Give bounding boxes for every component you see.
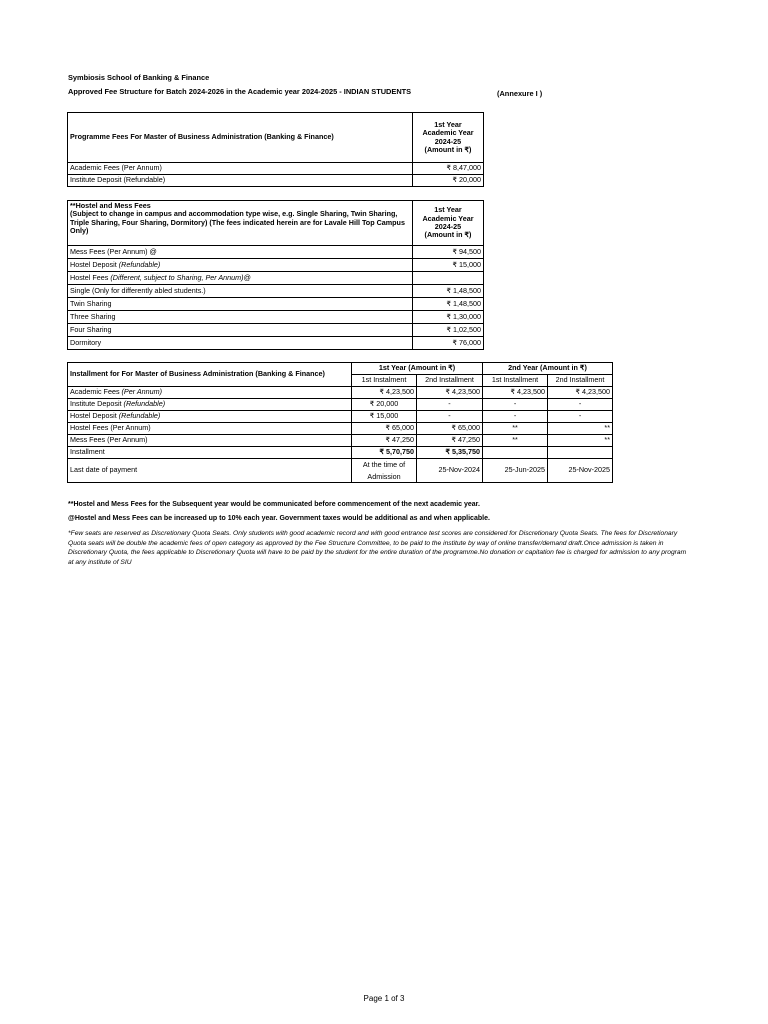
note-subsequent-year: **Hostel and Mess Fees for the Subsequent year would be communicated before commencement of the next academic year. — [68, 501, 480, 508]
row-value: ₹ 1,02,500 — [413, 324, 484, 337]
row-label: Institute Deposit (Refundable) — [68, 175, 413, 187]
installment-total: ₹ 5,35,750 — [417, 447, 483, 459]
row-label: Dormitory — [68, 337, 413, 350]
row-value: 25-Nov-2024 — [417, 459, 483, 483]
row-value: - — [417, 399, 483, 411]
sub-header: 1st Installment — [483, 375, 548, 387]
row-label: Hostel Deposit (Refundable) — [68, 411, 352, 423]
row-value: ₹ 1,48,500 — [413, 298, 484, 311]
row-value: - — [548, 411, 613, 423]
row-value: ₹ 65,000 — [352, 423, 417, 435]
sub-header: 1st Instalment — [352, 375, 417, 387]
row-label: Twin Sharing — [68, 298, 413, 311]
row-value: ₹ 47,250 — [417, 435, 483, 447]
row-value: ** — [548, 435, 613, 447]
row-value: ₹ 65,000 — [417, 423, 483, 435]
row-label: Three Sharing — [68, 311, 413, 324]
row-value: ₹ 47,250 — [352, 435, 417, 447]
table-row — [68, 311, 484, 324]
row-value: ₹ 20,000 — [352, 399, 417, 411]
row-value: ₹ 20,000 — [413, 175, 484, 187]
note-fee-increase: @Hostel and Mess Fees can be increased up to 10% each year. Government taxes would be additional as and when applicable. — [68, 515, 490, 522]
school-name: Symbiosis School of Banking & Finance — [68, 73, 210, 82]
table-row — [68, 447, 613, 459]
sub-header: 2nd Installment — [417, 375, 483, 387]
row-value: ₹ 1,30,000 — [413, 311, 484, 324]
table-row — [68, 411, 613, 423]
row-value: - — [548, 399, 613, 411]
annexure-label: (Annexure I ) — [497, 89, 543, 98]
row-value: - — [417, 411, 483, 423]
row-label: Installment — [68, 447, 352, 459]
programme-year-header: 1st Year Academic Year 2024-25 (Amount in ₹) — [413, 113, 484, 163]
note-discretionary-quota: *Few seats are reserved as Discretionary Quota Seats. Only students with good academic record and with good entrance test scores are considered for Discretionary Quota Seats. The fees for Discretionary Quota seats will be double the academic fees of open category as approved by the Fee Structure Committee, to be paid to the institute by way of online transfer/demand draft.Once admission is taken in Discretionary Quota, the fees applicable to Discretionary Quota will have to be paid by the student for the entire duration of the programme.No donation or capitation fee is charged for admission to any program at any institute of SIU — [68, 530, 687, 567]
row-label: Last date of payment — [68, 459, 352, 483]
year2-header: 2nd Year (Amount in ₹) — [483, 363, 613, 375]
table-row — [68, 423, 613, 435]
installment-table — [67, 362, 613, 483]
hostel-mess-fees-table — [67, 200, 484, 350]
row-value: At the time of Admission — [352, 459, 417, 483]
row-value: ₹ 4,23,500 — [483, 387, 548, 399]
row-label: Institute Deposit (Refundable) — [68, 399, 352, 411]
row-value: ₹ 4,23,500 — [352, 387, 417, 399]
programme-fees-title: Programme Fees For Master of Business Administration (Banking & Finance) — [68, 113, 413, 163]
row-value: ₹ 15,000 — [352, 411, 417, 423]
table-row — [68, 298, 484, 311]
row-value: ₹ 8,47,000 — [413, 163, 484, 175]
table-row — [68, 272, 484, 285]
row-value: 25-Jun-2025 — [483, 459, 548, 483]
row-label: Single (Only for differently abled students.) — [68, 285, 413, 298]
sub-header: 2nd Installment — [548, 375, 613, 387]
row-value: ₹ 1,48,500 — [413, 285, 484, 298]
table-row — [68, 435, 613, 447]
installment-total: ₹ 5,70,750 — [352, 447, 417, 459]
row-label: Four Sharing — [68, 324, 413, 337]
row-label: Academic Fees (Per Annum) — [68, 387, 352, 399]
table-row — [68, 399, 613, 411]
row-value: ₹ 15,000 — [413, 259, 484, 272]
document-subtitle: Approved Fee Structure for Batch 2024-2026 in the Academic year 2024-2025 - INDIAN STUDENTS — [68, 87, 412, 96]
row-label: Mess Fees (Per Annum) @ — [68, 246, 413, 259]
row-value: - — [483, 399, 548, 411]
table-row — [68, 324, 484, 337]
row-value: ₹ 94,500 — [413, 246, 484, 259]
table-row — [68, 259, 484, 272]
row-value: ** — [483, 423, 548, 435]
table-row — [68, 387, 613, 399]
row-label: Hostel Deposit (Refundable) — [68, 259, 413, 272]
table-row — [68, 163, 484, 175]
row-value — [483, 447, 548, 459]
row-value: ₹ 76,000 — [413, 337, 484, 350]
row-label: Hostel Fees (Different, subject to Sharing, Per Annum)@ — [68, 272, 413, 285]
hostel-year-header: 1st Year Academic Year 2024-25 (Amount in ₹) — [413, 201, 484, 246]
row-value: ₹ 4,23,500 — [417, 387, 483, 399]
row-value — [413, 272, 484, 285]
table-row — [68, 459, 613, 483]
row-label: Hostel Fees (Per Annum) — [68, 423, 352, 435]
row-value — [548, 447, 613, 459]
row-value: - — [483, 411, 548, 423]
row-label: Academic Fees (Per Annum) — [68, 163, 413, 175]
installment-title: Installment for For Master of Business Administration (Banking & Finance) — [68, 363, 352, 387]
table-row — [68, 285, 484, 298]
table-row — [68, 175, 484, 187]
year1-header: 1st Year (Amount in ₹) — [352, 363, 483, 375]
programme-fees-table — [67, 112, 484, 187]
row-value: ₹ 4,23,500 — [548, 387, 613, 399]
hostel-fees-title: **Hostel and Mess Fees (Subject to change in campus and accommodation type wise, e.g. Single Sharing, Twin Sharing, Triple Sharing, Four Sharing, Dormitory) (The fees indicated herein are for Lavale Hill Top Campus Only) — [68, 201, 413, 246]
row-value: 25-Nov-2025 — [548, 459, 613, 483]
page-number: Page 1 of 3 — [363, 994, 405, 1003]
table-row — [68, 337, 484, 350]
row-value: ** — [483, 435, 548, 447]
row-label: Mess Fees (Per Annum) — [68, 435, 352, 447]
table-row — [68, 246, 484, 259]
row-value: ** — [548, 423, 613, 435]
